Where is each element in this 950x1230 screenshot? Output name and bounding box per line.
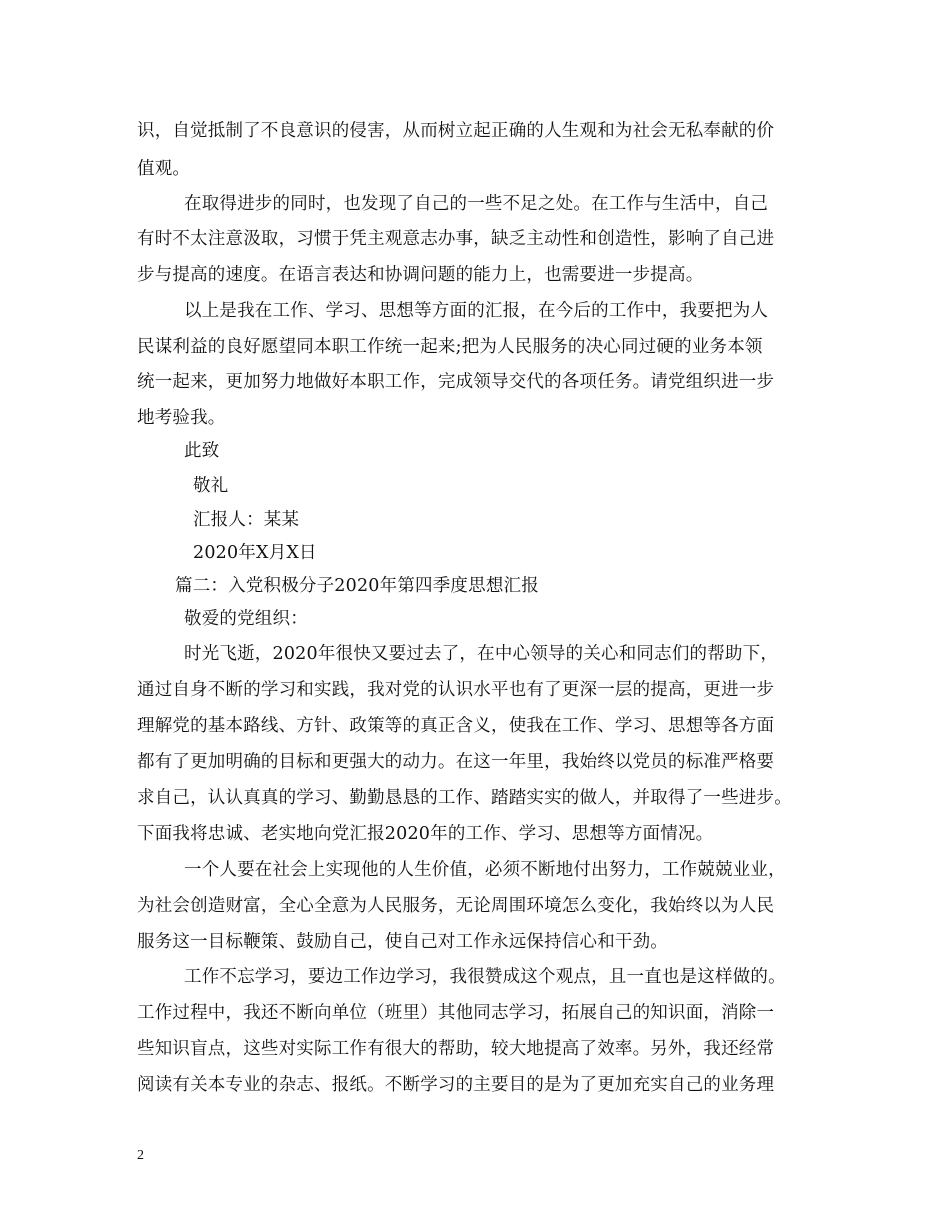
text-line: 些知识盲点，这些对实际工作有很大的帮助，较大地提高了效率。另外，我还经常 [137, 1039, 775, 1059]
text-line: 统一起来，更加努力地做好本职工作，完成领导交代的各项任务。请党组织进一步 [137, 372, 775, 392]
text-line: 步与提高的速度。在语言表达和协调问题的能力上，也需要进一步提高。 [137, 265, 704, 285]
page-number: 2 [137, 1148, 144, 1163]
section-heading: 篇二：入党积极分子2020年第四季度思想汇报 [175, 576, 539, 596]
text-line: 工作过程中，我还不断向单位（班里）其他同志学习，拓展自己的知识面，消除一 [137, 1003, 775, 1023]
text-line: 民谋利益的良好愿望同本职工作统一起来;把为人民服务的决心同过硬的业务本领 [137, 337, 763, 357]
text-line: 服务这一目标鞭策、鼓励自己，使自己对工作永远保持信心和干劲。 [137, 932, 668, 952]
closing-salutation: 此致 [184, 441, 220, 461]
text-line: 一个人要在社会上实现他的人生价值，必须不断地付出努力，工作兢兢业业， [184, 860, 786, 880]
closing-regards: 敬礼 [193, 476, 229, 496]
text-line: 都有了更加明确的目标和更强大的动力。在这一年里，我始终以党员的标准严格要 [137, 752, 775, 772]
text-line: 工作不忘学习，要边工作边学习，我很赞成这个观点，且一直也是这样做的。 [184, 967, 786, 987]
text-line: 下面我将忠诚、老实地向党汇报2020年的工作、学习、思想等方面情况。 [137, 824, 714, 844]
text-line: 阅读有关本专业的杂志、报纸。不断学习的主要目的是为了更加充实自己的业务理 [137, 1075, 775, 1095]
report-date: 2020年X月X日 [193, 543, 317, 563]
salutation: 敬爱的党组织： [184, 609, 308, 629]
text-line: 以上是我在工作、学习、思想等方面的汇报，在今后的工作中，我要把为人 [184, 301, 769, 321]
text-line: 值观。 [137, 159, 191, 179]
text-line: 有时不太注意汲取，习惯于凭主观意志办事，缺乏主动性和创造性，影响了自己进 [137, 229, 775, 249]
text-line: 求自己，认认真真的学习、勤勤恳恳的工作、踏踏实实的做人，并取得了一些进步。 [137, 788, 792, 808]
text-line: 地考验我。 [137, 408, 226, 428]
reporter-signature: 汇报人：某某 [193, 510, 300, 530]
text-line: 理解党的基本路线、方针、政策等的真正含义，使我在工作、学习、思想等各方面 [137, 716, 775, 736]
text-line: 在取得进步的同时，也发现了自己的一些不足之处。在工作与生活中，自己 [184, 194, 769, 214]
text-line: 通过自身不断的学习和实践，我对党的认识水平也有了更深一层的提高，更进一步 [137, 680, 775, 700]
text-line: 时光飞逝，2020年很快又要过去了，在中心领导的关心和同志们的帮助下， [184, 644, 779, 664]
text-line: 识，自觉抵制了不良意识的侵害，从而树立起正确的人生观和为社会无私奉献的价 [137, 121, 775, 141]
text-line: 为社会创造财富，全心全意为人民服务，无论周围环境怎么变化，我始终以为人民 [137, 896, 775, 916]
